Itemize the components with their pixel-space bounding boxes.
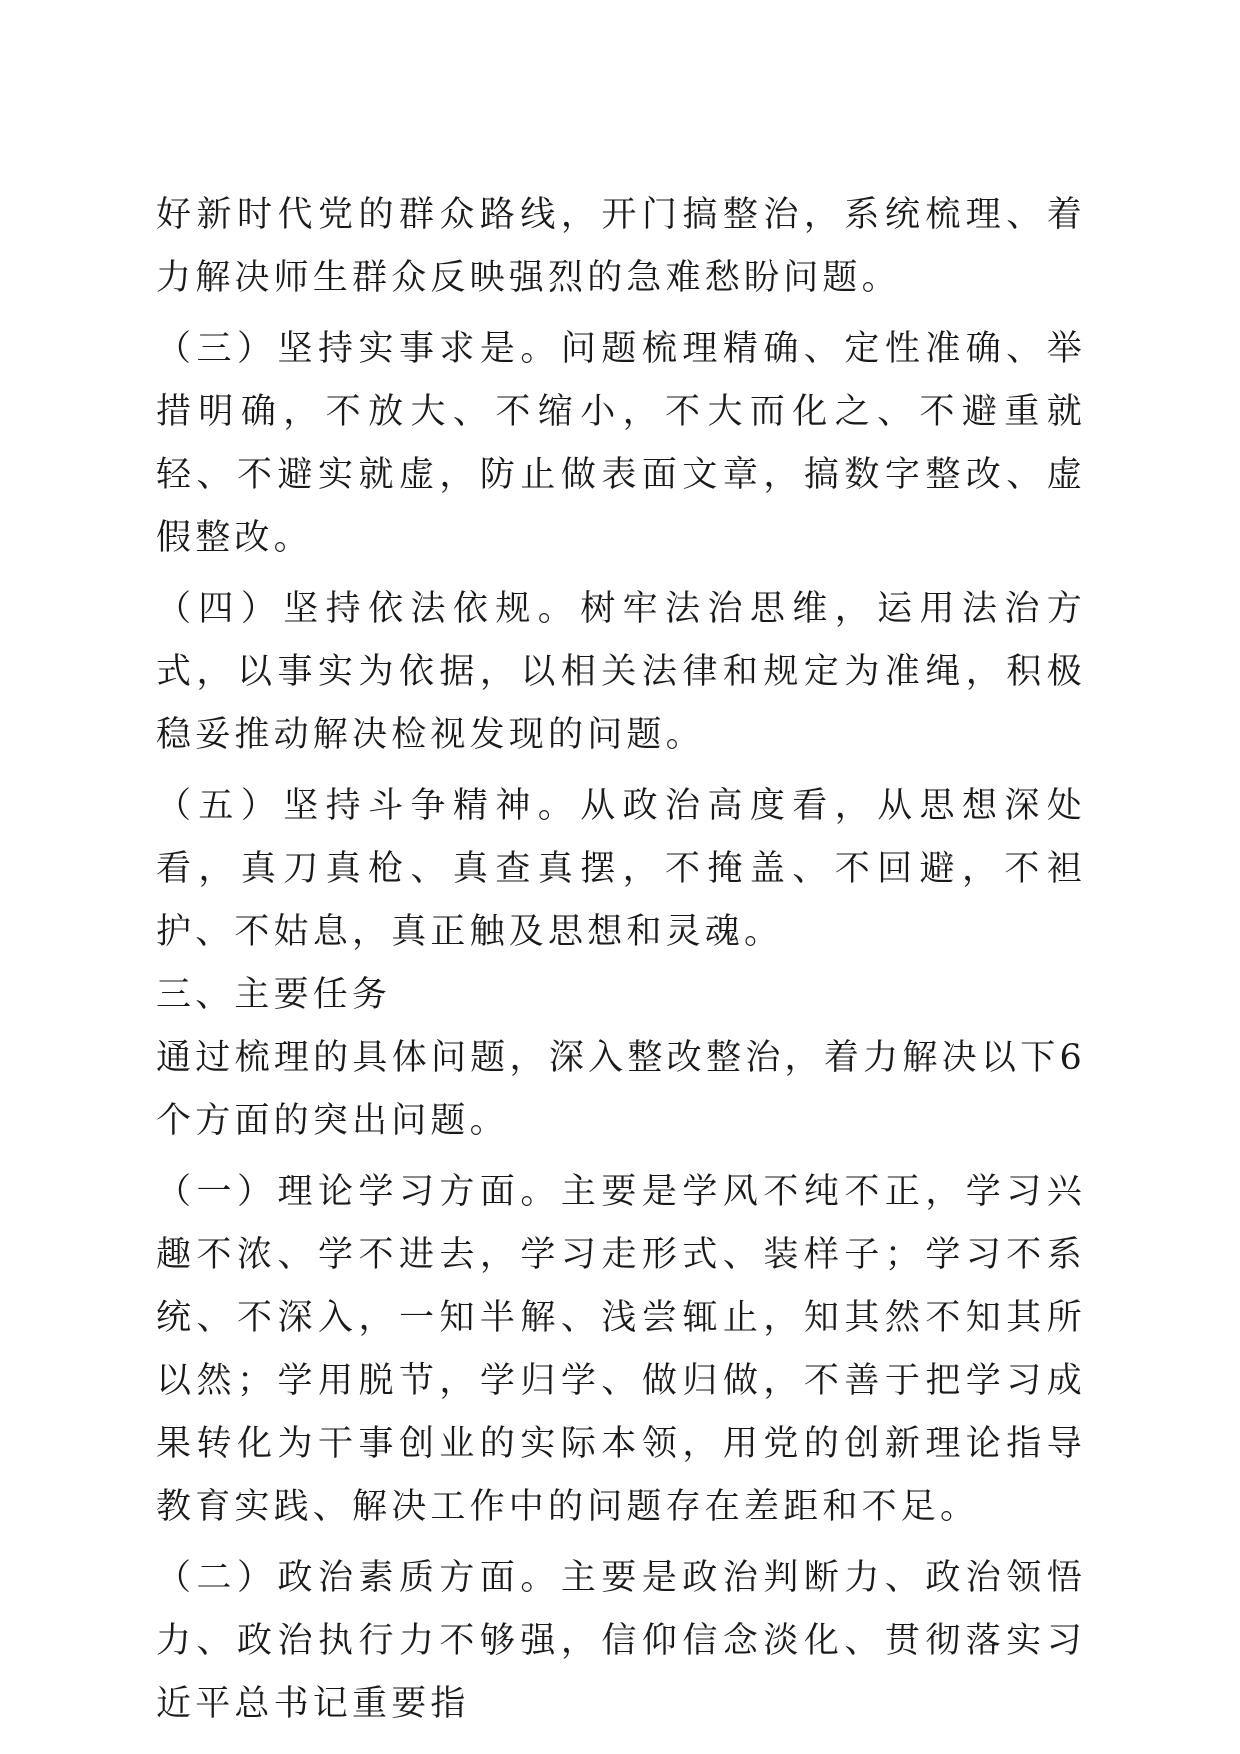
- paragraph-political-quality: （二）政治素质方面。主要是政治判断力、政治领悟力、政治执行力不够强，信仰信念淡化、贯彻落实习近平总书记重要指: [156, 1558, 1086, 1724]
- section-heading-main-tasks: 三、主要任务: [156, 975, 392, 1015]
- document-body: [156, 184, 1086, 1736]
- paragraph-continuation-mass-line: 好新时代党的群众路线，开门搞整治，系统梳理、着力解决师生群众反映强烈的急难愁盼问题。: [156, 195, 1086, 298]
- paragraph-seek-truth: （三）坚持实事求是。问题梳理精确、定性准确、举措明确，不放大、不缩小，不大而化之、不避重就轻、不避实就虚，防止做表面文章，搞数字整改、虚假整改。: [156, 329, 1086, 558]
- paragraph-fighting-spirit: （五）坚持斗争精神。从政治高度看，从思想深处看，真刀真枪、真查真摆，不掩盖、不回避，不袒护、不姑息，真正触及思想和灵魂。: [156, 786, 1086, 952]
- paragraph-rule-of-law: （四）坚持依法依规。树牢法治思维，运用法治方式，以事实为依据，以相关法律和规定为准绳，积极稳妥推动解决检视发现的问题。: [156, 589, 1086, 755]
- paragraph-tasks-intro: 通过梳理的具体问题，深入整改整治，着力解决以下6个方面的突出问题。: [156, 1038, 1086, 1141]
- paragraph-theory-study: （一）理论学习方面。主要是学风不纯不正，学习兴趣不浓、学不进去，学习走形式、装样子；学习不系统、不深入，一知半解、浅尝辄止，知其然不知其所以然；学用脱节，学归学、做归做，不善于把学习成果转化为干事创业的实际本领，用党的创新理论指导教育实践、解决工作中的问题存在差距和不足。: [156, 1172, 1086, 1527]
